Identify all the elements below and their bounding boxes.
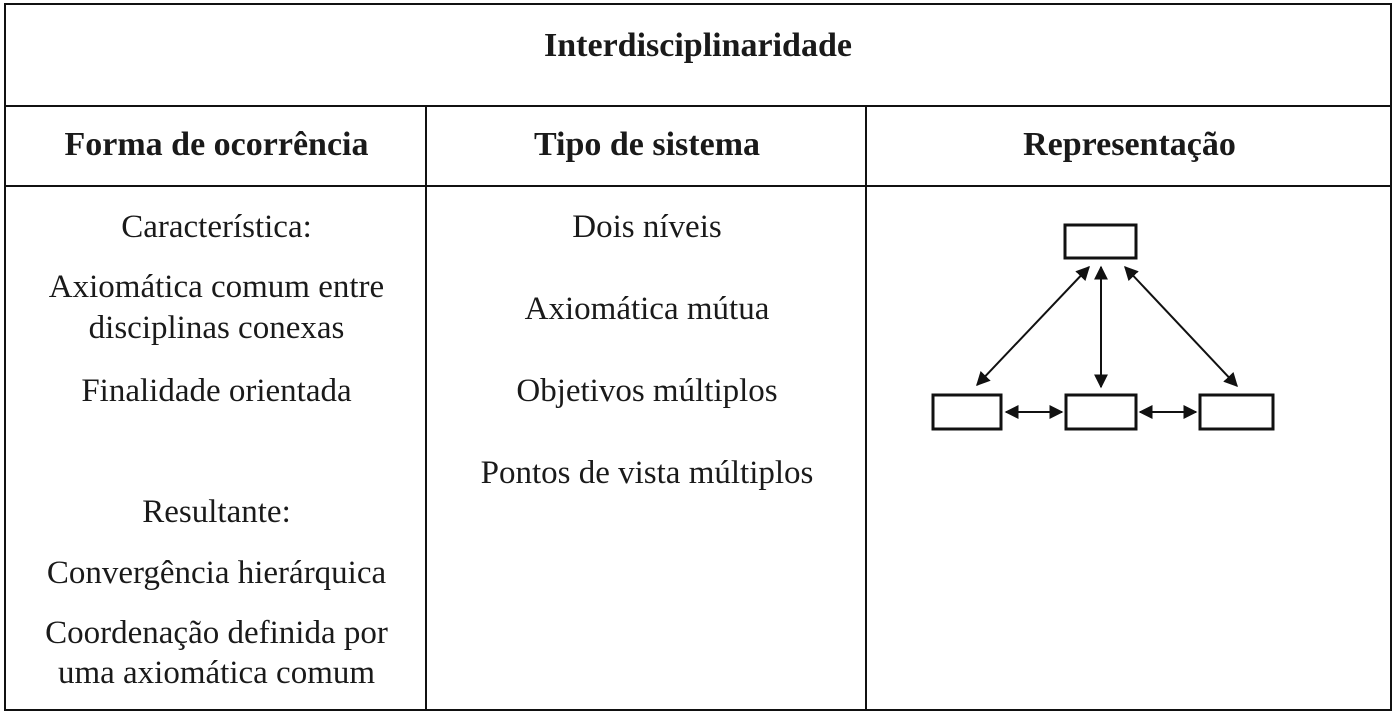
table-header-row [6, 105, 1390, 187]
diagram-node-top [1065, 225, 1136, 258]
cell-representacao [867, 187, 1392, 709]
resultante-item-line: uma axiomática comum [57, 655, 376, 691]
caracteristica-item: Finalidade orientada [81, 373, 352, 409]
header-tipo-de-sistema: Tipo de sistema [533, 126, 761, 163]
resultante-item: Convergência hierárquica [46, 555, 387, 591]
interdisciplinarity-diagram [867, 187, 1392, 487]
tipo-item: Objetivos múltiplos [516, 373, 778, 409]
tipo-item: Pontos de vista múltiplos [480, 455, 814, 491]
caracteristica-label: Característica: [121, 209, 312, 245]
table-title-row [6, 5, 1390, 107]
header-forma-de-ocorrencia: Forma de ocorrência [64, 126, 369, 163]
tipo-item: Axiomática mútua [524, 291, 770, 327]
diagram-node-bottom-left [933, 395, 1001, 429]
table-title: Interdisciplinaridade [544, 27, 852, 64]
caracteristica-item-line: Axiomática comum entre [48, 269, 385, 305]
caracteristica-item-line: disciplinas conexas [88, 310, 345, 346]
diagram-node-bottom-right [1200, 395, 1273, 429]
diagram-edge [977, 267, 1089, 385]
diagram-edge [1125, 267, 1237, 386]
resultante-label: Resultante: [142, 494, 291, 530]
header-representacao: Representação [1023, 126, 1236, 163]
diagram-node-bottom-center [1066, 395, 1136, 429]
tipo-item: Dois níveis [572, 209, 722, 245]
resultante-item-line: Coordenação definida por [45, 615, 388, 651]
cell-forma-de-ocorrencia [6, 187, 427, 709]
interdisciplinaridade-table [4, 3, 1392, 711]
cell-tipo-de-sistema [427, 187, 867, 709]
